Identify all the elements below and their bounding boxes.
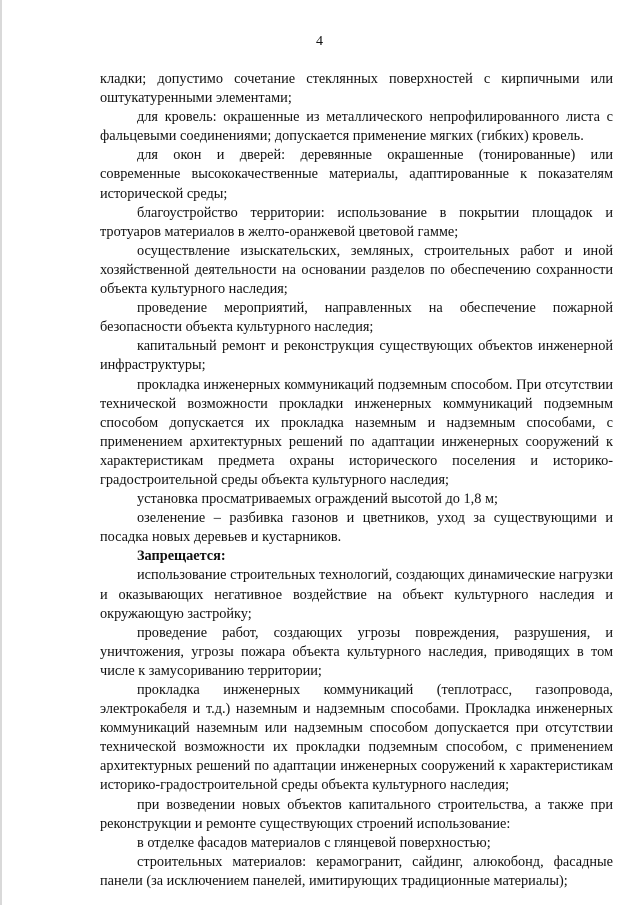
paragraph-fire-safety: проведение мероприятий, направленных на обеспечение пожарной безопасности объекта культурного наследия; [100, 300, 613, 336]
paragraph-greening: озеленение – разбивка газонов и цветников, уход за существующими и посадка новых деревьев и кустарников. [100, 510, 613, 546]
paragraph-dynamic-loads: использование строительных технологий, создающих динамические нагрузки и оказывающих негативное воздействие на объект культурного наследия и окружающую застройку; [100, 567, 613, 622]
paragraph-new-construction: при возведении новых объектов капитального строительства, а также при реконструкции и ремонте существующих строений использование: [100, 796, 613, 832]
paragraph-aboveground-utilities: прокладка инженерных коммуникаций (теплотрасс, газопровода, электрокабеля и т.д.) наземным и надземным способами. Прокладка инженерных коммуникаций наземным или надземным способом допускается при отсутствии технической возможности их прокладки подземным способом, с применением архитектурных решений по адаптации инженерных сооружений к характеристикам историко-градостроительной среды объекта культурного наследия; [100, 682, 613, 794]
paragraph-roofs: для кровель: окрашенные из металлического непрофилированного листа с фальцевыми соединениями; допускается применение мягких (гибких) кровель. [100, 109, 613, 145]
document-body [100, 70, 613, 891]
heading-prohibited: Запрещается: [137, 548, 226, 565]
paragraph-fences: установка просматриваемых ограждений высотой до 1,8 м; [137, 491, 498, 508]
paragraph-survey-works: осуществление изыскательских, земляных, строительных работ и иной хозяйственной деятельности на основании разделов по обеспечению сохранности объекта культурного наследия; [100, 242, 613, 298]
paragraph-building-materials: строительных материалов: керамогранит, сайдинг, алюкобонд, фасадные панели (за исключением панелей, имитирующих традиционные материалы); [100, 853, 613, 889]
paragraph-landscaping: благоустройство территории: использование в покрытии площадок и тротуаров материалов в желто-оранжевой цветовой гамме; [100, 204, 613, 240]
paragraph-underground-utilities: прокладка инженерных коммуникаций подземным способом. При отсутствии технической возможности прокладки инженерных коммуникаций подземным способом допускается их прокладка наземным и надземным способами, с применением архитектурных решений по адаптации инженерных сооружений к характеристикам предмета охраны исторического поселения и историко-градостроительной среды объекта культурного наследия; [100, 376, 613, 488]
paragraph-masonry-continuation: кладки; допустимо сочетание стеклянных поверхностей с кирпичными или оштукатуренными элементами; [100, 71, 613, 107]
page-edge-shadow [0, 0, 2, 905]
page-number: 4 [316, 34, 323, 49]
paragraph-infrastructure-repair: капитальный ремонт и реконструкция существующих объектов инженерной инфраструктуры; [100, 338, 613, 374]
paragraph-glossy-facades: в отделке фасадов материалов с глянцевой поверхностью; [137, 834, 491, 851]
paragraph-damage-threats: проведение работ, создающих угрозы повреждения, разрушения, и уничтожения, угрозы пожара объекта культурного наследия, приводящих в том числе к замусориванию территории; [100, 624, 613, 679]
paragraph-windows-doors: для окон и дверей: деревянные окрашенные (тонированные) или современные высококачественные материалы, адаптированные к показателям исторической среды; [100, 147, 613, 202]
